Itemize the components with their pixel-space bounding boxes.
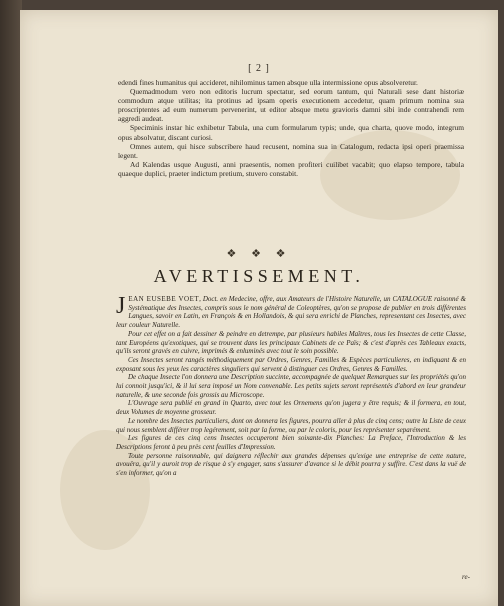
section-title: AVERTISSEMENT. (153, 266, 365, 286)
french-lead-paragraph (116, 295, 466, 330)
french-paragraph: Toute personne raisonnable, qui daignera réflechir aux grandes dépenses qu'exige une entreprise de cette nature, avouëra, qu'il y auroit trop de risque à s'y engager, sans s'assurer d'avance si le débit pourra y suffire. C'est dans la vuë de s'en informer, qu'on a (116, 451, 466, 478)
french-paragraph: De chaque Insecte l'on donnera une Description succinte, accompagnée de quelquet Remarques sur les propriétés qu'on lui connoit jusqu'ici, & il lui sera imposé un Nom convenable. Les petits sujets seront représentés d'abord en leur grandeur naturelle, & une seconde fois grossis au Microscope. (116, 373, 466, 399)
french-paragraph: Le nombre des Insectes particuliers, dont on donnera les figures, pourra aller à plus de cinq cens; outre la Liste de ceux qui nous semblent différer trop legérement, soit par la forme, ou par le coloris, pour les représenter separément. (116, 416, 466, 434)
latin-paragraph: Ad Kalendas usque Augusti, anni praesentis, nomen profiteri cuilibet vacabit; quo elapso tempore, tabula quaeque duplici, praeter indictum pretium, stuvero constabit. (118, 159, 464, 178)
page-number: [ 2 ] (248, 63, 270, 74)
french-paragraph: Pour cet effet on a fait dessiner & peindre en detrempe, par plusieurs habiles Maîtres, tous les Insectes de cette Classe, tant Européens qu'exotiques, qui se trouvent dans les principaux Cabinets de ce Païs; & c'est d'après ces Tableaux exacts, qu'ils seront gravés en cuivre, imprimés & enluminés avec tout le soin possible. (116, 329, 466, 356)
drop-cap: J (116, 293, 126, 319)
latin-paragraph: edendi fines humanitus qui accideret, nihilominus tamen absque ulla intermissione opus absolveretur. (118, 78, 418, 87)
author-name: EAN EUSEBE VOET (128, 295, 200, 303)
ornament-divider: ❖ ❖ ❖ (226, 248, 292, 260)
french-paragraph: Ces Insectes seront rangés méthodiquement par Ordres, Genres, Familles & Espèces particulieres, en indiquant & en exposant sous les yeux les caractères singuliers qui servent à distinguer ces Ordres, Genres & Familles. (116, 355, 466, 373)
french-paragraph: L'Ouvrage sera publié en grand in Quarto, avec tout les Ornemens qu'on jugera y être requis; & il formera, en tout, deux Volumes de moyenne grosseur. (116, 399, 466, 417)
french-paragraph: Les figures de ces cinq cens Insectes occuperont bien soixante-dix Planches: La Preface, l'Introduction & les Descriptions feront à peu près cent feuilles d'Impression. (116, 434, 466, 451)
scan-background (0, 0, 22, 606)
latin-text-block (118, 78, 464, 178)
document-page (20, 10, 498, 606)
french-text-block (116, 295, 466, 478)
lead-text: , Doct. en Medecine, offre, aux Amateurs de l'Histoire Naturelle, un CATALOGUE raisonné & Systématique des Insectes, compris sous le nom général de Coleoptères, qu'on se propose de publier en trois différentes Langues, savoir en Latin, en François & en Hollandois, & qui sera enrichi de Planches, representant ces Insectes, avec leur couleur Naturelle. (116, 295, 466, 330)
latin-paragraph: Omnes autem, qui hisce subscribere haud recusent, nomina sua in Catalogum, redacta ipsi operi praemissa legent. (118, 141, 464, 160)
catchword: re- (462, 573, 470, 581)
latin-paragraph: Speciminis instar hic exhibetur Tabula, una cum formularum typis; unde, qua charta, quove modo, integrum opus absolvatur, discant curiosi. (118, 123, 464, 142)
latin-paragraph: Quemadmodum vero non editoris lucrum spectatur, sed eorum tantum, qui Naturali sese dant historiæ commodum atque utilitas; ita protinus ad ipsam operis executionem accedetur, quam primum nomina sua proscriptentes ad eum numerum pervenerint, ut editor absque metu gravioris damni sibi inde contrahendi rem aggredi audeat. (118, 87, 464, 124)
